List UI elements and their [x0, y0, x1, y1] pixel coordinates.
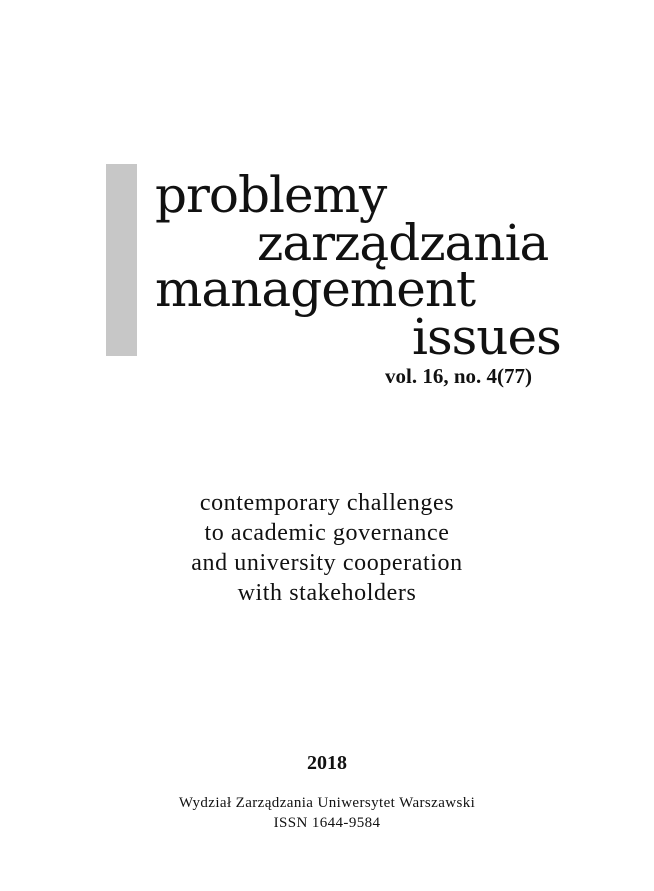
issn: ISSN 1644-9584: [273, 815, 381, 831]
title-line-zarzadzania: zarządzania: [257, 214, 549, 272]
theme-line: with stakeholders: [237, 580, 417, 606]
volume-number: vol. 16, no. 4(77): [385, 364, 532, 388]
issue-theme: [0, 488, 654, 608]
decorative-gray-bar: [106, 164, 137, 356]
publisher-name: Wydział Zarządzania Uniwersytet Warszawski: [178, 795, 476, 811]
theme-line: and university cooperation: [191, 550, 463, 576]
theme-line: to academic governance: [204, 520, 450, 546]
title-line-problemy: problemy: [155, 166, 387, 224]
title-line-management: management: [155, 260, 476, 318]
publication-year: 2018: [307, 752, 347, 774]
publisher-block: [0, 793, 654, 833]
theme-line: contemporary challenges: [199, 490, 455, 516]
title-line-issues: issues: [412, 308, 561, 366]
